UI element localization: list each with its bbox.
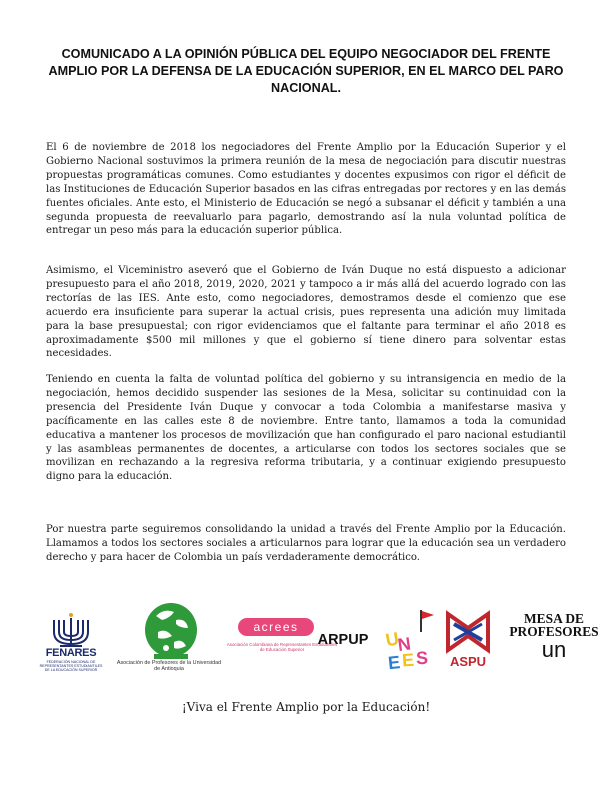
acrees-logo <box>226 618 338 678</box>
unees-logo <box>380 610 440 670</box>
paragraph-1: El 6 de noviembre de 2018 los negociadores del Frente Amplio por la Educación Superior y el Gobierno Nacional sostuvimos la primera reunión de la mesa de negociación para discutir nuestras propuestas programáticas comunes. Como estudiantes y docentes expusimos con rigor el déficit de las Instituciones de Educación Superior basados en las cifras entregadas por rectores y en las demás fuentes oficiales. Ante esto, el Ministerio de Educación se negó a subsanar el déficit y también a una segunda propuesta de reevaluarlo para pagarlo, demostrando así la nula voluntad política de entregar un peso más para la educación superior pública. <box>46 142 566 237</box>
aspu-logo <box>444 610 494 674</box>
closing-slogan: ¡Viva el Frente Amplio por la Educación! <box>181 700 431 714</box>
paragraph-4: Por nuestra parte seguiremos consolidando la unidad a través del Frente Amplio por la Educación. Llamamos a todos los sectores sociales a articularnos para lograr que la educación sea un verdadero derecho y para hacer de Colombia un país verdaderamente democrático. <box>46 524 566 563</box>
flag-icon <box>422 611 434 619</box>
unees-wordmark <box>380 610 440 672</box>
fenares-subtitle: FEDERACIÓN NACIONAL DE REPRESENTANTES ESTUDIANTILES DE LA EDUCACIÓN SUPERIOR <box>39 660 103 673</box>
mesa-profesores-logo <box>506 612 602 672</box>
mesa-line-1: MESA DE <box>524 611 584 626</box>
svg-text:U: U <box>384 628 401 651</box>
arpup-logo: ARPUP <box>317 632 369 648</box>
aspu-antioquia-caption: Asociación de Profesores de la Universidad de Antioquia <box>116 660 222 673</box>
aspu-antioquia-logo <box>114 598 224 678</box>
paragraph-2: Asimismo, el Viceministro aseveró que el Gobierno de Iván Duque no está dispuesto a adicionar presupuesto para el año 2018, 2019, 2020, 2021 y tampoco a ir más allá del acuerdo logrado con las rectorías de las IES. Ante esto, como negociadores, demostramos desde el comienzo que ese acuerdo era insuficiente para superar la actual crisis, pues representa una adición muy limitada para la base presupuestal; con rigor evidenciamos que el faltante para terminar el año 2018 es aproximadamente $500 mil millones y que el gobierno sí tiene dinero para solventar estas necesidades. <box>46 265 566 360</box>
acrees-caption: Asociación Colombiana de Representantes Estudiantiles de Educación Superior <box>226 642 338 653</box>
aspu-name: ASPU <box>449 654 487 669</box>
logo-strip <box>30 598 599 678</box>
mesa-un-mark: un <box>541 637 567 662</box>
svg-text:N: N <box>396 633 413 656</box>
svg-text:S: S <box>415 647 429 669</box>
green-sculpture-icon <box>114 598 224 660</box>
acrees-name: acrees <box>238 618 314 636</box>
paragraph-3: Teniendo en cuenta la falta de voluntad política del gobierno y su intransigencia en medio de la negociación, hemos decidido suspender las sesiones de la Mesa, solicitar su continuidad con la presencia del Presidente Iván Duque y convocar a toda Colombia a manifestarse masiva y pacíficamente en las calles este 8 de noviembre. Entre tanto, llamamos a toda la comunidad educativa a mantener los procesos de movilización que han configurado el paro nacional estudiantil y las asambleas permanentes de docentes, a articularse con todos los sectores sociales que se movilizan en rechazando a la regresiva reforma tributaria, y a continuar exigiendo presupuesto digno para la educación. <box>46 374 566 483</box>
menorah-icon <box>36 612 106 648</box>
mesa-line-2: PROFESORES <box>509 624 599 639</box>
svg-text:E: E <box>401 649 415 671</box>
svg-text:E: E <box>387 652 402 672</box>
fenares-logo <box>36 612 106 678</box>
document-title: COMUNICADO A LA OPINIÓN PÚBLICA DEL EQUIPO NEGOCIADOR DEL FRENTE AMPLIO POR LA DEFENSA DE LA EDUCACIÓN SUPERIOR, EN EL MARCO DEL PARO NACIONAL. <box>48 47 564 95</box>
fenares-name: FENARES <box>45 647 97 659</box>
aspu-emblem-icon <box>444 610 492 654</box>
